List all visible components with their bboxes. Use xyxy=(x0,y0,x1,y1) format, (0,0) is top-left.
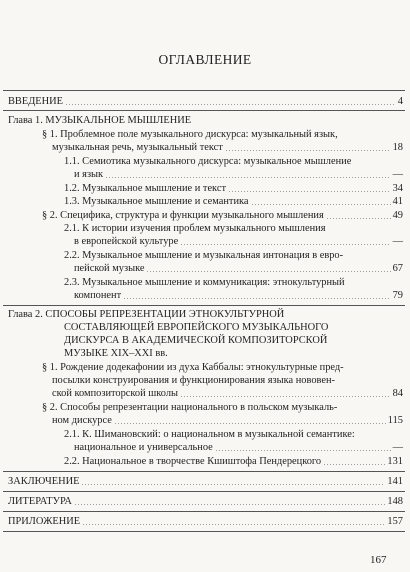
toc-entry-1-1[interactable] xyxy=(52,142,403,154)
section-rule xyxy=(3,110,405,111)
toc-entry-1-1-3[interactable] xyxy=(64,196,403,208)
toc-page-number: — xyxy=(392,442,403,453)
toc-entry-label: ВВЕДЕНИЕ xyxy=(8,96,63,107)
toc-entry-1-2-1[interactable] xyxy=(74,236,403,248)
toc-entry-label: ской композиторской школы xyxy=(52,388,179,399)
toc-entry-2-1[interactable] xyxy=(52,388,403,400)
toc-entry-label: 1.3. Музыкальное мышление и семантика xyxy=(64,196,249,207)
dot-leader xyxy=(81,484,385,485)
top-rule xyxy=(3,90,405,91)
toc-entry-2-2-line1[interactable]: § 2. Способы репрезентации национального в польском музыкаль- xyxy=(42,402,338,413)
toc-entry-label: в европейской культуре xyxy=(74,236,179,247)
toc-entry-1-2-2-line1[interactable]: 2.2. Музыкальное мышление и музыкальная интонация в евро- xyxy=(64,250,344,261)
dot-leader xyxy=(225,150,391,151)
toc-entry-2-1-line1[interactable]: § 1. Рождение додекафонии из духа Каббалы: этнокультурные пред- xyxy=(42,362,344,373)
dot-leader xyxy=(215,450,391,451)
toc-entry-label: и язык xyxy=(74,169,104,180)
dot-leader xyxy=(74,504,385,505)
toc-entry-2-1-line2: посылки конструирования и функционирования языка нововен- xyxy=(52,375,336,386)
toc-page-number: 148 xyxy=(387,496,403,507)
dot-leader xyxy=(123,298,390,299)
toc-entry-label: компонент xyxy=(74,290,122,301)
toc-entry-label: § 2. Специфика, структура и функции музыкального мышления xyxy=(42,210,324,221)
toc-entry-2-2-2[interactable] xyxy=(64,456,403,468)
toc-entry-2-2[interactable] xyxy=(52,415,403,427)
toc-entry-1-1-line1[interactable]: § 1. Проблемное поле музыкального дискурса: музыкальный язык, xyxy=(42,129,338,140)
toc-entry-1-1-1[interactable] xyxy=(74,169,403,181)
toc-entry-1-1-2[interactable] xyxy=(64,183,403,195)
toc-page-number: 4 xyxy=(397,96,403,107)
page-number: 167 xyxy=(370,554,387,566)
toc-page-number: 157 xyxy=(387,516,403,527)
toc-page-number: 131 xyxy=(387,456,403,467)
dot-leader xyxy=(146,271,390,272)
toc-page-number: — xyxy=(392,236,403,247)
toc-entry-label: ЗАКЛЮЧЕНИЕ xyxy=(8,476,80,487)
section-rule xyxy=(3,511,405,512)
dot-leader xyxy=(180,244,390,245)
dot-leader xyxy=(323,464,385,465)
chapter-2-heading-line2: СОСТАВЛЯЮЩЕЙ ЕВРОПЕЙСКОГО МУЗЫКАЛЬНОГО xyxy=(64,322,329,333)
toc-entry-label: пейской музыке xyxy=(74,263,145,274)
toc-entry-1-2-2[interactable] xyxy=(74,263,403,275)
toc-entry-label: 1.2. Музыкальное мышление и текст xyxy=(64,183,226,194)
dot-leader xyxy=(114,423,386,424)
toc-entry-1-2-3[interactable] xyxy=(74,290,403,302)
toc-page-number: 79 xyxy=(392,290,403,301)
toc-page-number: 18 xyxy=(392,142,403,153)
toc-page-number: 67 xyxy=(392,263,403,274)
toc-page-number: 84 xyxy=(392,388,403,399)
dot-leader xyxy=(251,204,391,205)
toc-entry-literature[interactable] xyxy=(8,496,403,508)
chapter-2-heading-line3: ДИСКУРСА В АКАДЕМИЧЕСКОЙ КОМПОЗИТОРСКОЙ xyxy=(64,335,328,346)
toc-page-number: 34 xyxy=(392,183,403,194)
toc-entry-conclusion[interactable] xyxy=(8,476,403,488)
chapter-2-heading-line1[interactable]: Глава 2. СПОСОБЫ РЕПРЕЗЕНТАЦИИ ЭТНОКУЛЬТУРНОЙ xyxy=(8,309,285,320)
toc-entry-label: ном дискурсе xyxy=(52,415,112,426)
toc-page-number: 49 xyxy=(392,210,403,221)
dot-leader xyxy=(228,191,391,192)
toc-entry-label: национальное и универсальное xyxy=(74,442,213,453)
chapter-1-heading[interactable]: Глава 1. МУЗЫКАЛЬНОЕ МЫШЛЕНИЕ xyxy=(8,115,192,126)
toc-page-number: 141 xyxy=(387,476,403,487)
toc-entry-appendix[interactable] xyxy=(8,516,403,528)
toc-entry-label: музыкальная речь, музыкальный текст xyxy=(52,142,223,153)
bottom-rule xyxy=(3,531,405,532)
page-title: ОГЛАВЛЕНИЕ xyxy=(158,52,252,67)
section-rule xyxy=(3,471,405,472)
toc-entry-2-2-1[interactable] xyxy=(74,442,403,454)
section-rule xyxy=(3,491,405,492)
toc-page-number: 115 xyxy=(387,415,403,426)
dot-leader xyxy=(65,104,396,105)
toc-entry-1-2[interactable] xyxy=(42,210,403,222)
toc-entry-2-2-1-line1[interactable]: 2.1. К. Шимановский: о национальном в музыкальной семантике: xyxy=(64,429,355,440)
toc-entry-1-2-1-line1[interactable]: 2.1. К истории изучения проблем музыкального мышления xyxy=(64,223,326,234)
toc-entry-intro[interactable] xyxy=(8,96,403,108)
dot-leader xyxy=(105,177,391,178)
dot-leader xyxy=(82,524,385,525)
toc-entry-label: 2.2. Национальное в творчестве Кшиштофа Пендерецкого xyxy=(64,456,322,467)
section-rule xyxy=(3,305,405,306)
toc-entry-1-1-1-line1[interactable]: 1.1. Семиотика музыкального дискурса: музыкальное мышление xyxy=(64,156,352,167)
toc-page-number: 41 xyxy=(392,196,403,207)
dot-leader xyxy=(180,396,391,397)
toc-entry-1-2-3-line1[interactable]: 2.3. Музыкальное мышление и коммуникация: этнокультурный xyxy=(64,277,345,288)
toc-page-number: — xyxy=(392,169,403,180)
dot-leader xyxy=(326,218,391,219)
chapter-2-heading-line4: МУЗЫКЕ XIX–XXI вв. xyxy=(64,348,168,359)
toc-entry-label: ЛИТЕРАТУРА xyxy=(8,496,72,507)
toc-entry-label: ПРИЛОЖЕНИЕ xyxy=(8,516,81,527)
